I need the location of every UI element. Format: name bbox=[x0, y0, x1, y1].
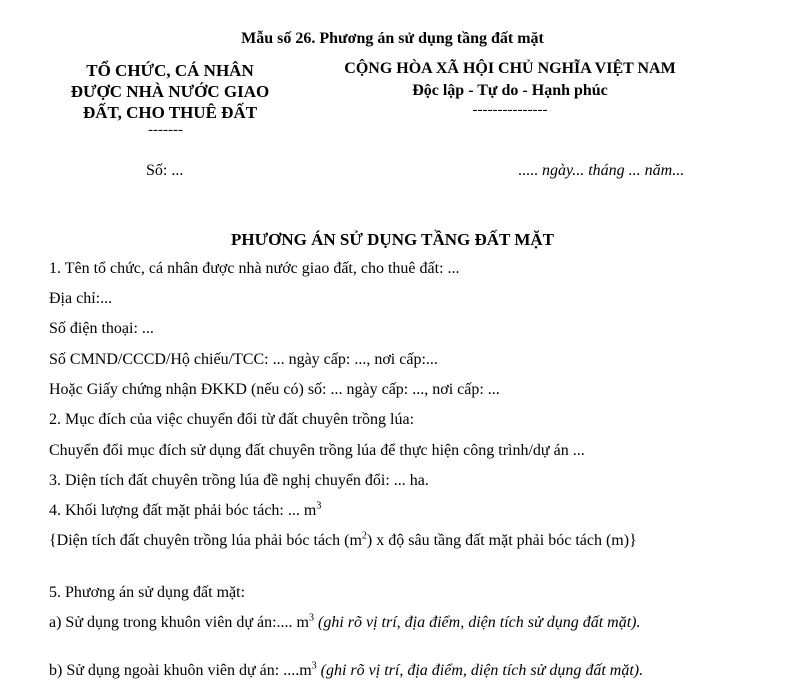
item-5-plan: 5. Phương án sử dụng đất mặt: bbox=[49, 584, 246, 601]
form-title: Mẫu số 26. Phương án sử dụng tầng đất mặt bbox=[241, 30, 544, 47]
item-2-purpose: 2. Mục đích của việc chuyển đổi từ đất chuyên trồng lúa: bbox=[49, 411, 415, 428]
volume-superscript: 3 bbox=[316, 500, 322, 512]
item-4-volume bbox=[49, 500, 321, 522]
inside-superscript: 3 bbox=[308, 612, 314, 624]
item-5b-outside-project bbox=[49, 660, 729, 682]
volume-text: 4. Khối lượng đất mặt phải bóc tách: ... m bbox=[49, 502, 317, 519]
document-date bbox=[518, 162, 684, 180]
id-card-line: Số CMND/CCCD/Hộ chiếu/TCC: ... ngày cấp: ..., nơi cấp:... bbox=[49, 351, 438, 368]
date-text: ngày... tháng ... năm... bbox=[538, 162, 685, 179]
national-header bbox=[310, 58, 710, 102]
business-registration-line: Hoặc Giấy chứng nhận ĐKKD (nếu có) số: ... ngày cấp: ..., nơi cấp: ... bbox=[49, 381, 500, 398]
formula-superscript: 2 bbox=[361, 530, 367, 542]
item-3-area: 3. Diện tích đất chuyên trồng lúa đề nghị chuyển đổi: ... ha. bbox=[49, 472, 429, 489]
document-number: Số: ... bbox=[146, 162, 184, 179]
org-header-line2: ĐƯỢC NHÀ NƯỚC GIAO bbox=[70, 82, 270, 101]
organization-header bbox=[40, 60, 300, 123]
formula-part-b: ) x độ sâu tầng đất mặt phải bóc tách (m)} bbox=[366, 532, 637, 549]
item-1-applicant-name: 1. Tên tổ chức, cá nhân được nhà nước giao đất, cho thuê đất: ... bbox=[49, 260, 460, 277]
nation-header-separator: --------------- bbox=[472, 102, 548, 118]
org-header-separator: ------- bbox=[148, 122, 183, 138]
address-line: Địa chỉ:... bbox=[49, 290, 113, 307]
outside-note: (ghi rõ vị trí, địa điểm, diện tích sử dụng đất mặt). bbox=[316, 662, 644, 679]
nation-header-line1: CỘNG HÒA XÃ HỘI CHỦ NGHĨA VIỆT NAM bbox=[344, 60, 676, 77]
org-header-line1: TỔ CHỨC, CÁ NHÂN bbox=[86, 61, 254, 80]
formula-part-a: {Diện tích đất chuyên trồng lúa phải bóc tách (m bbox=[49, 532, 362, 549]
phone-line: Số điện thoại: ... bbox=[49, 320, 154, 337]
volume-formula bbox=[49, 530, 729, 552]
outside-superscript: 3 bbox=[311, 660, 317, 672]
nation-header-motto: Độc lập - Tự do - Hạnh phúc bbox=[412, 82, 608, 99]
inside-note: (ghi rõ vị trí, địa điểm, diện tích sử dụng đất mặt). bbox=[313, 614, 641, 631]
outside-text: b) Sử dụng ngoài khuôn viên dự án: ....m bbox=[49, 662, 312, 679]
org-header-line3: ĐẤT, CHO THUÊ ĐẤT bbox=[82, 103, 258, 122]
main-title: PHƯƠNG ÁN SỬ DỤNG TẦNG ĐẤT MẶT bbox=[230, 230, 554, 249]
purpose-detail-line: Chuyển đổi mục đích sử dụng đất chuyên trồng lúa để thực hiện công trình/dự án ... bbox=[49, 442, 585, 459]
date-dots: ..... bbox=[518, 162, 538, 179]
item-5a-inside-project bbox=[49, 612, 729, 634]
inside-text: a) Sử dụng trong khuôn viên dự án:.... m bbox=[49, 614, 309, 631]
